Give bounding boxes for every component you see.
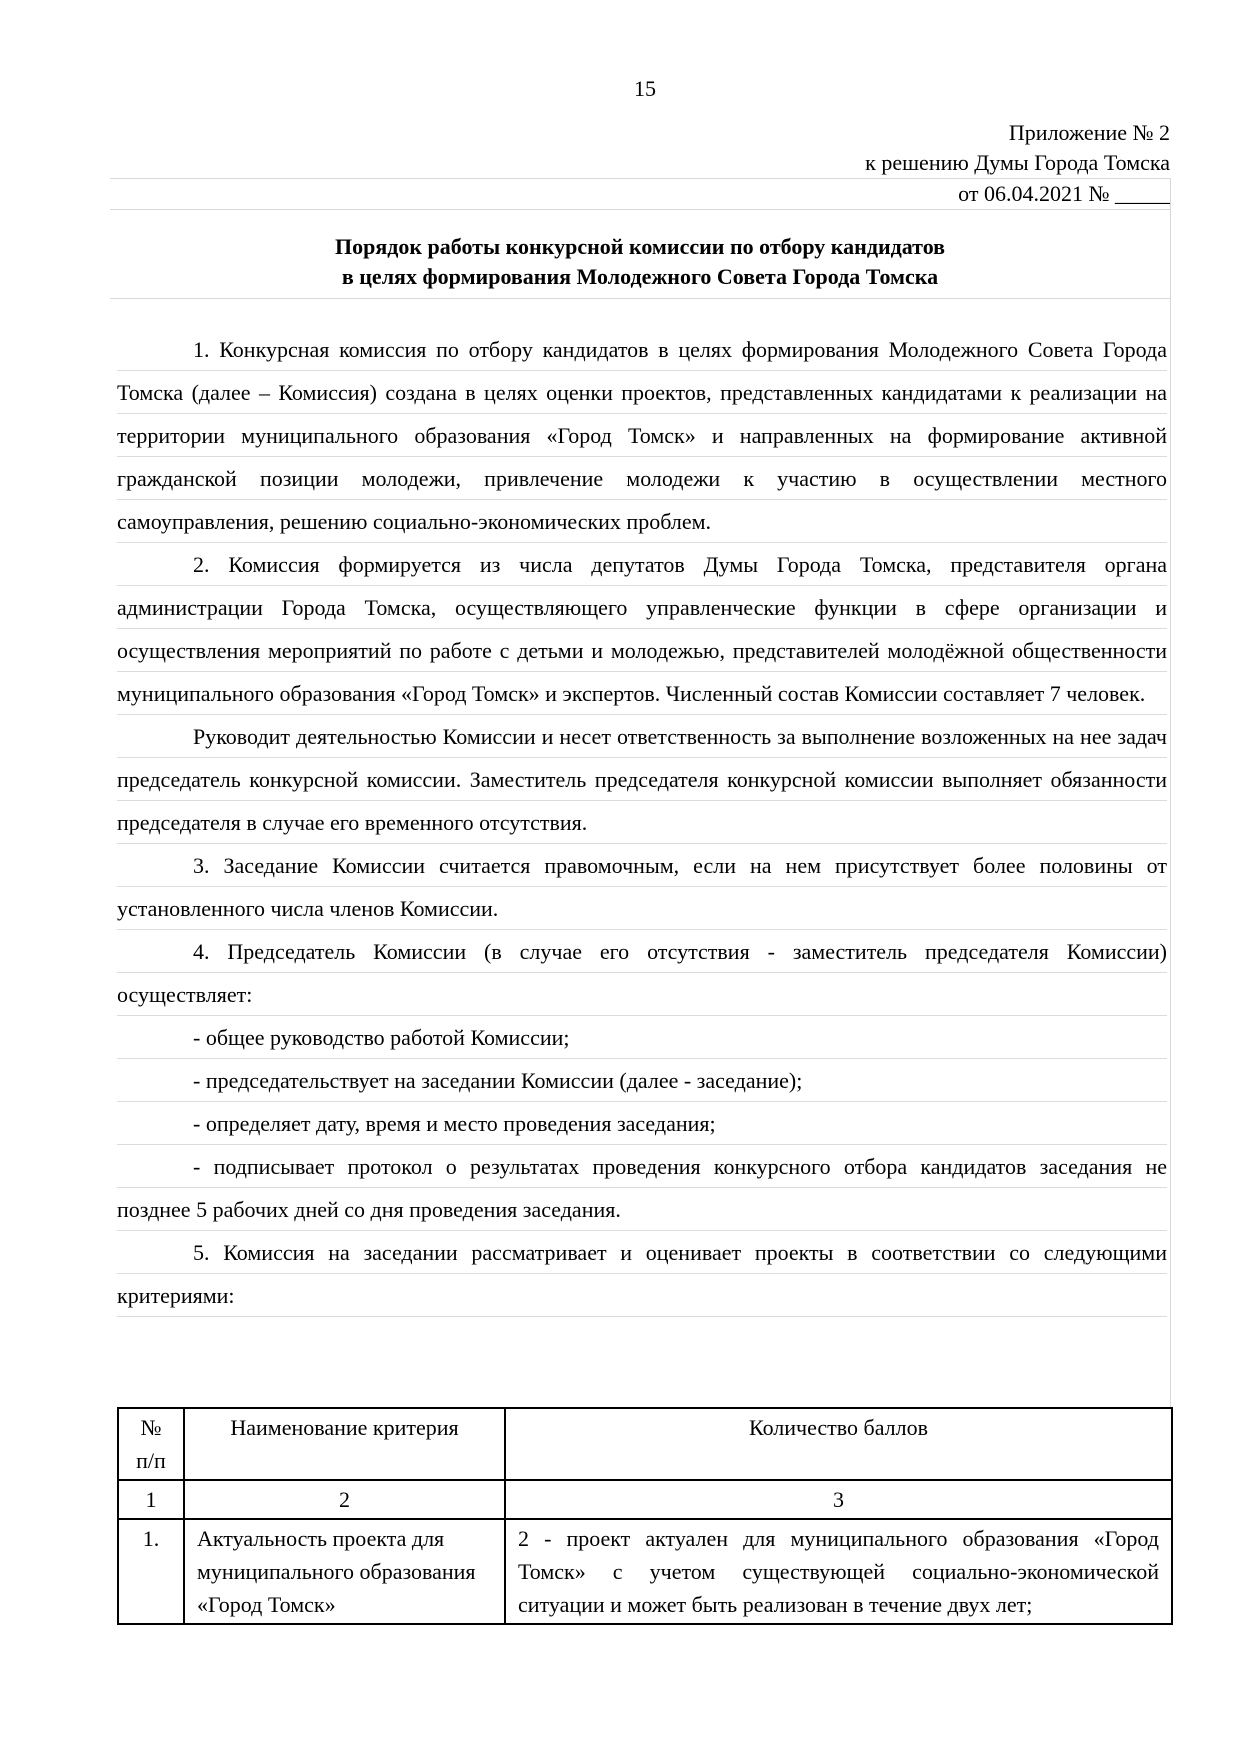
paragraph-chairman: Руководит деятельностью Комиссии и несет ответственность за выполнение возложенных на нее задач председатель конкурсной комиссии. Заместитель председателя конкурсной комиссии выполняет обязанности председателя в случае его временного отсутствия. <box>117 715 1167 844</box>
title-line-2: в целях формирования Молодежного Совета Города Томска <box>341 264 939 289</box>
header-criterion: Наименование критерия <box>184 1408 505 1480</box>
document-body <box>117 328 1167 1317</box>
list-item: - общее руководство работой Комиссии; <box>117 1016 1167 1059</box>
list-item: - подписывает протокол о результатах проведения конкурсного отбора кандидатов заседания не позднее 5 рабочих дней со дня проведения заседания. <box>117 1145 1167 1231</box>
approval-block <box>110 118 1170 210</box>
approval-line-1: Приложение № 2 <box>1008 120 1170 145</box>
paragraph-5: 5. Комиссия на заседании рассматривает и оценивает проекты в соответствии со следующими критериями: <box>117 1231 1167 1317</box>
guide-line <box>1170 178 1171 1408</box>
header-number: № п/п <box>118 1408 184 1480</box>
table-numbering-row <box>118 1480 1172 1519</box>
row-points: 2 - проект актуален для муниципального образования «Город Томск» с учетом существующей социально-экономической ситуации и может быть реализован в течение двух лет; <box>505 1519 1172 1624</box>
paragraph-2: 2. Комиссия формируется из числа депутатов Думы Города Томска, представителя органа администрации Города Томска, осуществляющего управленческие функции в сфере организации и осуществления мероприятий по работе с детьми и молодежью, представителей молодёжной общественности муниципального образования «Город Томск» и экспертов. Численный состав Комиссии составляет 7 человек. <box>117 543 1167 715</box>
table-row <box>118 1519 1172 1624</box>
numbering-cell: 1 <box>118 1480 184 1519</box>
paragraph-3: 3. Заседание Комиссии считается правомочным, если на нем присутствует более половины от установленного числа членов Комиссии. <box>117 844 1167 930</box>
title-line-1: Порядок работы конкурсной комиссии по отбору кандидатов <box>334 234 946 259</box>
row-criterion: Актуальность проекта для муниципального образования «Город Томск» <box>184 1519 505 1624</box>
header-points: Количество баллов <box>505 1408 1172 1480</box>
paragraph-1: 1. Конкурсная комиссия по отбору кандидатов в целях формирования Молодежного Совета Города Томска (далее – Комиссия) создана в целях оценки проектов, представленных кандидатами к реализации на территории муниципального образования «Город Томск» и направленных на формирование активной гражданской позиции молодежи, привлечение молодежи к участию в осуществлении местного самоуправления, решению социально-экономических проблем. <box>117 328 1167 543</box>
approval-line-3: от 06.04.2021 № _____ <box>110 179 1170 210</box>
approval-line-2: к решению Думы Города Томска <box>110 148 1170 179</box>
page-number: 15 <box>634 76 656 101</box>
table-header-row <box>118 1408 1172 1480</box>
list-item: - определяет дату, время и место проведения заседания; <box>117 1102 1167 1145</box>
list-item: - председательствует на заседании Комиссии (далее - заседание); <box>117 1059 1167 1102</box>
paragraph-4: 4. Председатель Комиссии (в случае его отсутствия - заместитель председателя Комиссии) осуществляет: <box>117 930 1167 1016</box>
row-number: 1. <box>118 1519 184 1624</box>
criteria-table <box>117 1407 1173 1625</box>
numbering-cell: 3 <box>505 1480 1172 1519</box>
numbering-cell: 2 <box>184 1480 505 1519</box>
document-title <box>110 232 1170 299</box>
